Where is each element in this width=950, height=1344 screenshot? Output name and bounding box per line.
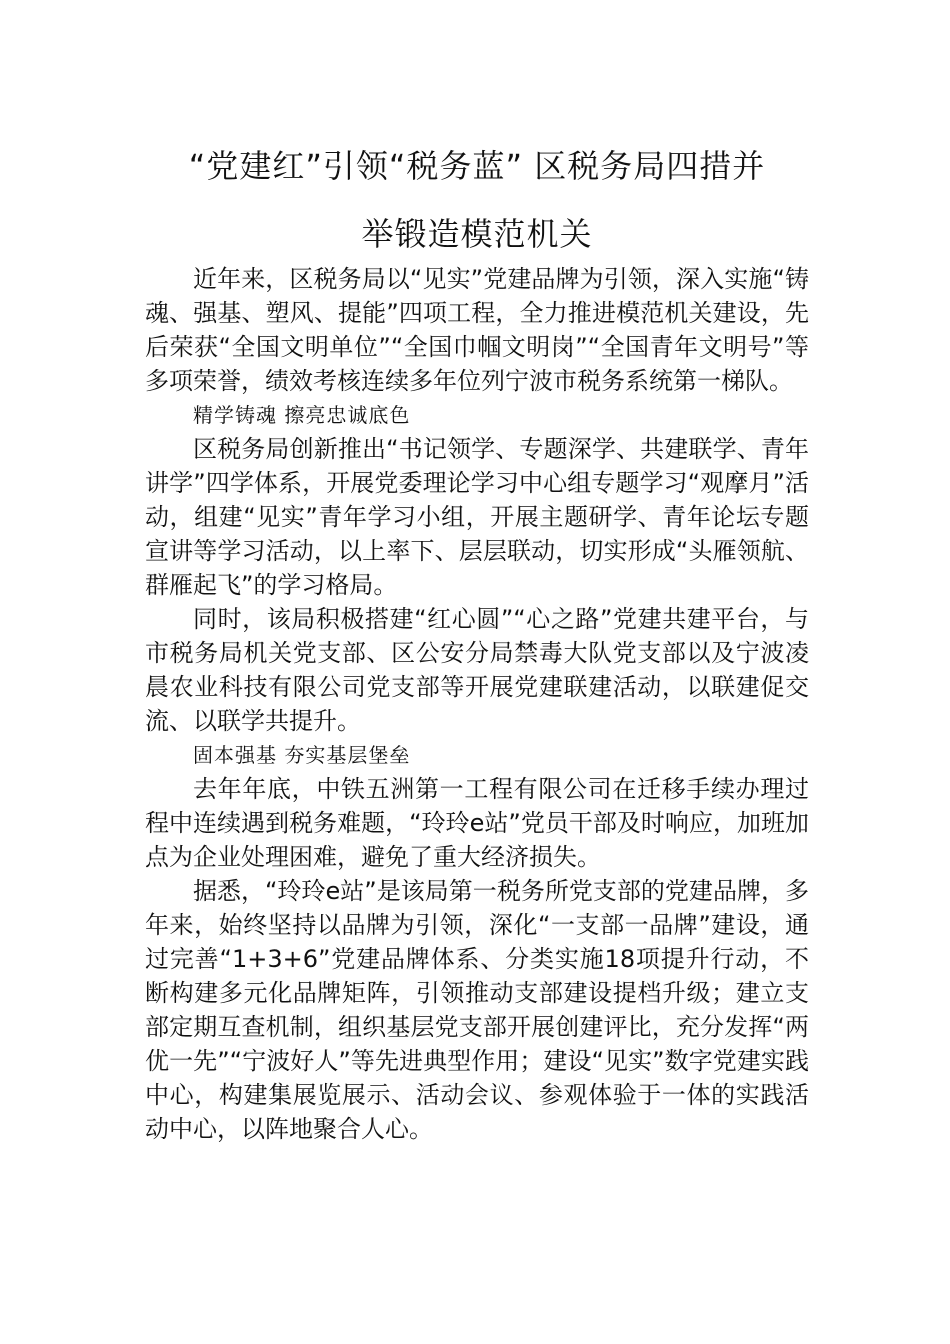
- paragraph-study: 区税务局创新推出“书记领学、专题深学、共建联学、青年讲学”四学体系，开展党委理论学习中心组专题学习“观摩月”活动，组建“见实”青年学习小组，开展主题研学、青年论坛专题宣讲等学习活动，以上率下、层层联动，切实形成“头雁领航、群雁起飞”的学习格局。: [145, 435, 809, 599]
- paragraph-case: 去年年底，中铁五洲第一工程有限公司在迁移手续办理过程中连续遇到税务难题，“玲玲e站”党员干部及时响应，加班加点为企业处理困难，避免了重大经济损失。: [145, 775, 809, 871]
- article-title-line-2: 举锻造模范机关: [361, 215, 593, 253]
- paragraph-brand: 据悉，“玲玲e站”是该局第一税务所党支部的党建品牌，多年来，始终坚持以品牌为引领，深化“一支部一品牌”建设，通过完善“1+3+6”党建品牌体系、分类实施18项提升行动，不断构建多元化品牌矩阵，引领推动支部建设提档升级；建立支部定期互查机制，组织基层党支部开展创建评比，充分发挥“两优一先”“宁波好人”等先进典型作用；建设“见实”数字党建实践中心，构建集展览展示、活动会议、参观体验于一体的实践活动中心，以阵地聚合人心。: [145, 877, 809, 1143]
- article-body: [145, 262, 809, 1146]
- section-heading-1: 精学铸魂 擦亮忠诚底色: [193, 403, 411, 427]
- article-title-line-1: “党建红”引领“税务蓝” 区税务局四措并: [188, 147, 766, 185]
- section-heading-2: 固本强基 夯实基层堡垒: [193, 743, 411, 767]
- article-title: [145, 132, 809, 268]
- paragraph-intro: 近年来，区税务局以“见实”党建品牌为引领，深入实施“铸魂、强基、塑风、提能”四项工程，全力推进模范机关建设，先后荣获“全国文明单位”“全国巾帼文明岗”“全国青年文明号”等多项荣誉，绩效考核连续多年位列宁波市税务系统第一梯队。: [145, 265, 809, 395]
- paragraph-cobuild: 同时，该局积极搭建“红心圆”“心之路”党建共建平台，与市税务局机关党支部、区公安分局禁毒大队党支部以及宁波凌晨农业科技有限公司党支部等开展党建联建活动，以联建促交流、以联学共提升。: [145, 605, 809, 735]
- document-page: [145, 132, 809, 1146]
